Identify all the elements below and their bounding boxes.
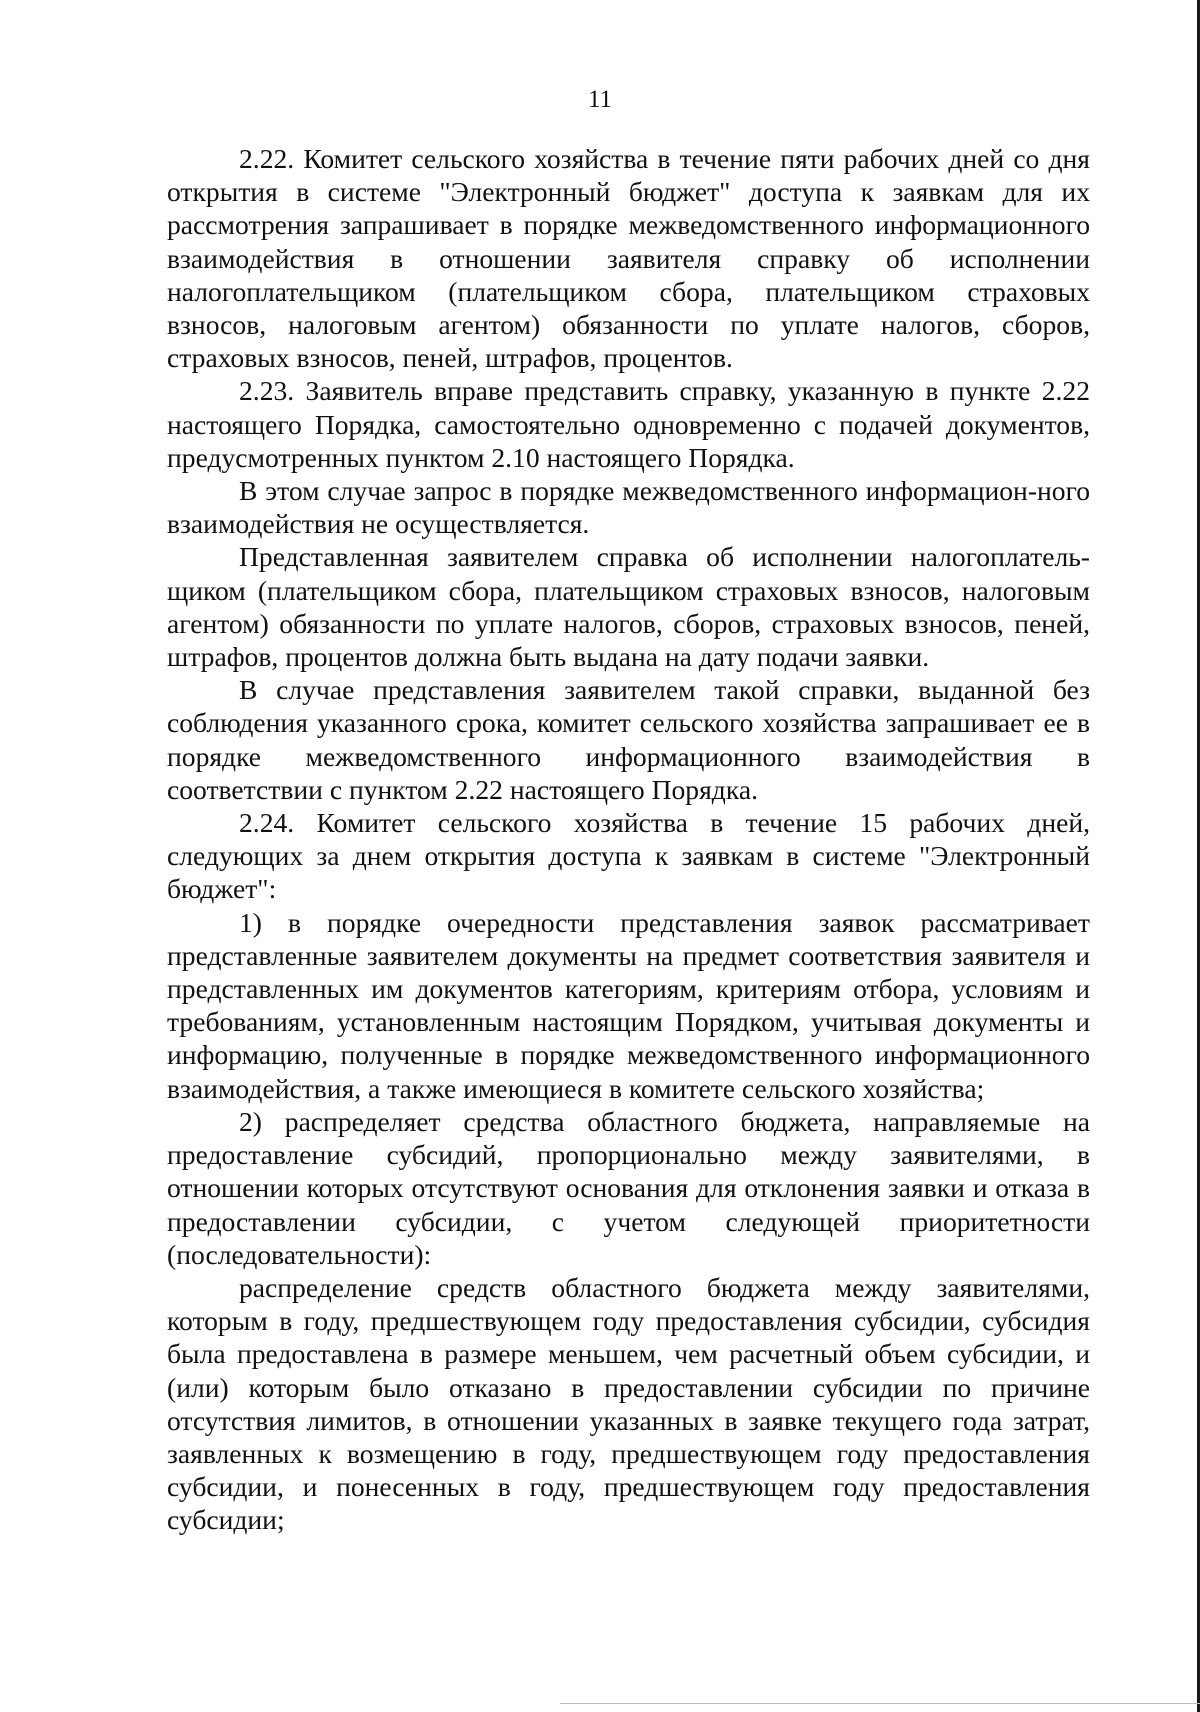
paragraph-2-24: 2.24. Комитет сельского хозяйства в течение 15 рабочих дней, следующих за днем открытия доступа к заявкам в системе "Электронный бюджет": xyxy=(167,807,1090,905)
paragraph-2-22: 2.22. Комитет сельского хозяйства в течение пяти рабочих дней со дня открытия в системе "Электронный бюджет" доступа к заявкам для их рассмотрения запрашивает в порядке межведомственного информационного взаимодействия в отношении заявителя справку об исполнении налогоплательщиком (плательщиком сбора, плательщиком страховых взносов, налоговым агентом) обязанности по уплате налогов, сборов, страховых взносов, пеней, штрафов, процентов. xyxy=(167,143,1090,374)
list-item-1: 1) в порядке очередности представления заявок рассматривает представленные заявителем документы на предмет соответствия заявителя и представленных им документов категориям, критериям отбора, условиям и требованиям, установленным настоящим Порядком, учитывая документы и информацию, полученные в порядке межведомственного информационного взаимодействия, а также имеющиеся в комитете сельского хозяйства; xyxy=(167,906,1090,1104)
paragraph-certificate-date: Представленная заявителем справка об исполнении налогоплатель-щиком (плательщиком сбора, плательщиком страховых взносов, налоговым агентом) обязанности по уплате налогов, сборов, страховых взносов, пеней, штрафов, процентов должна быть выдана на дату подачи заявки. xyxy=(167,541,1090,673)
document-body xyxy=(167,142,1090,1537)
paragraph-distribution: распределение средств областного бюджета между заявителями, которым в году, предшествующем году предоставления субсидии, субсидия была предоставлена в размере меньшем, чем расчетный объем субсидии, и (или) которым было отказано в предоставлении субсидии по причине отсутствия лимитов, в отношении указанных в заявке текущего года затрат, заявленных к возмещению в году, предшествующем году предоставления субсидии, и понесенных в году, предшествующем году предоставления субсидии; xyxy=(167,1271,1090,1536)
scan-bottom-line xyxy=(560,1703,1200,1704)
paragraph-certificate-term: В случае представления заявителем такой справки, выданной без соблюдения указанного срока, комитет сельского хозяйства запрашивает ее в порядке межведомственного информационного взаимодействия в соответствии с пунктом 2.22 настоящего Порядка. xyxy=(167,674,1090,805)
paragraph-request-note: В этом случае запрос в порядке межведомственного информацион-ного взаимодействия не осуществляется. xyxy=(167,475,1090,540)
paragraph-2-23: 2.23. Заявитель вправе представить справку, указанную в пункте 2.22 настоящего Порядка, самостоятельно одновременно с подачей документов, предусмотренных пунктом 2.10 настоящего Порядка. xyxy=(167,375,1090,473)
list-item-2: 2) распределяет средства областного бюджета, направляемые на предоставление субсидий, пропорционально между заявителями, в отношении которых отсутствуют основания для отклонения заявки и отказа в предоставлении субсидии, с учетом следующей приоритетности (последовательности): xyxy=(167,1105,1090,1270)
page-number: 11 xyxy=(587,86,613,113)
